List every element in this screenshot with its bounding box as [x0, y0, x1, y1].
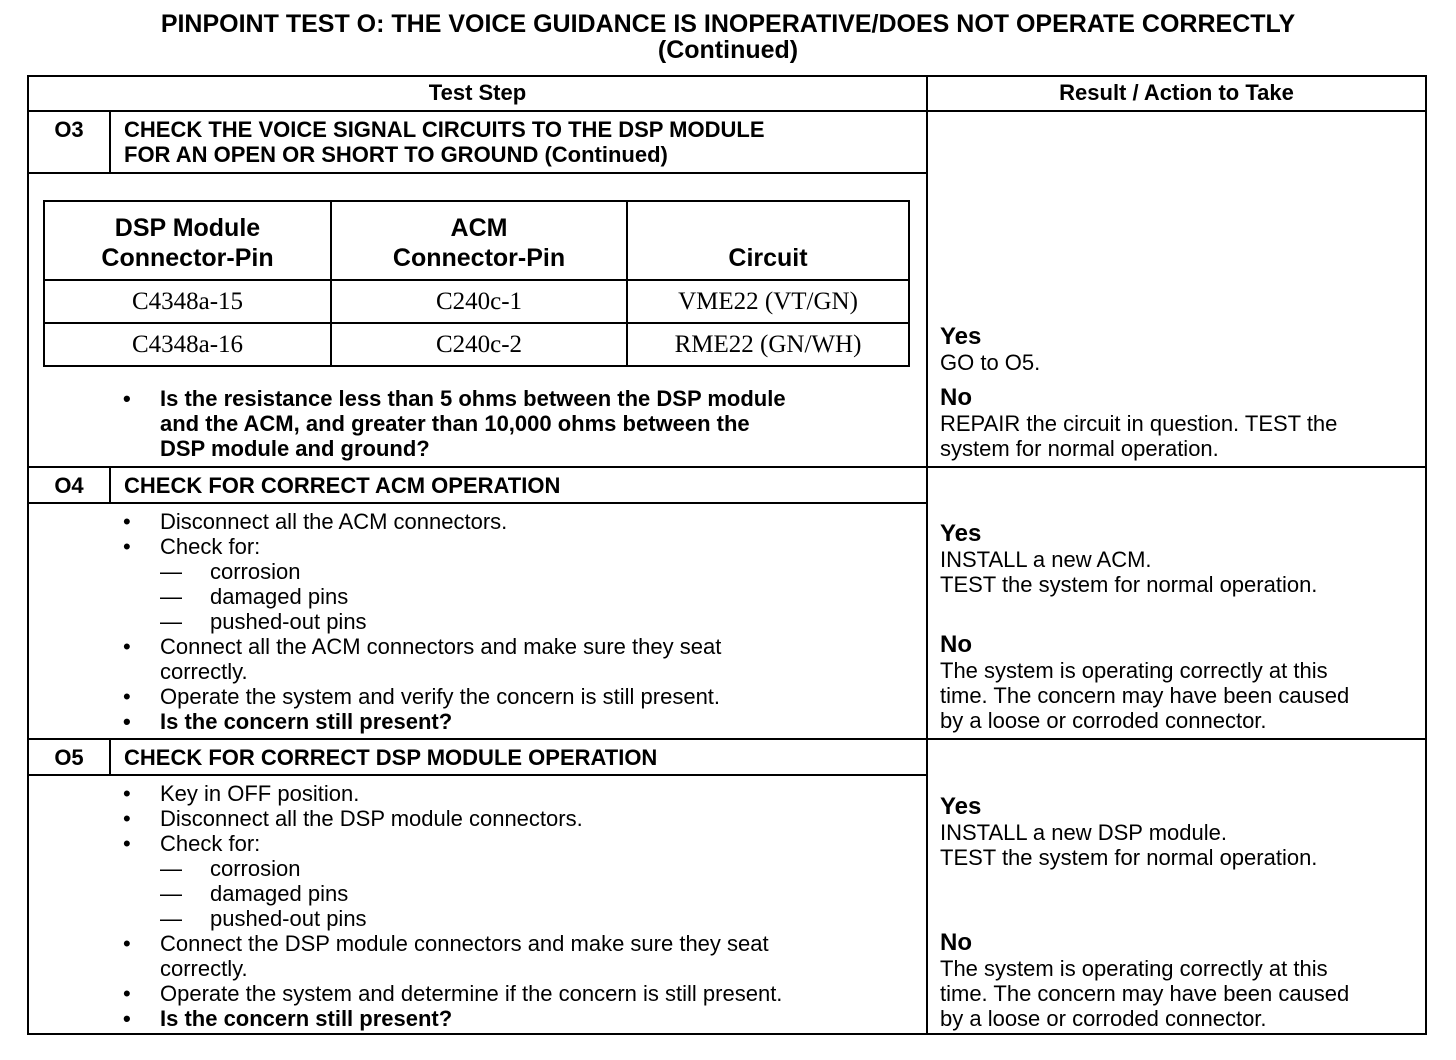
no-action-line1: The system is operating correctly at this — [940, 956, 1328, 981]
pin-table-header-dsp-line2: Connector-Pin — [101, 244, 274, 272]
table-row — [44, 323, 909, 366]
list-item: • Connect all the ACM connectors and make sure they seat — [120, 634, 721, 659]
yes-action: GO to O5. — [940, 350, 1041, 375]
list-item-continued: correctly. — [160, 956, 248, 981]
list-item: • Disconnect all the DSP module connectors. — [120, 806, 782, 831]
pin-table — [43, 200, 910, 367]
pin-table-header-acm-line2: Connector-Pin — [392, 244, 566, 272]
no-label: No — [940, 929, 972, 956]
pin-table-header-circuit: Circuit — [627, 201, 909, 280]
o3-title-divider — [27, 172, 927, 174]
step-id-o5: O5 — [54, 745, 84, 770]
list-item: • Is the concern still present? — [120, 1006, 782, 1031]
table-cell: RME22 (GN/WH) — [627, 323, 909, 366]
list-item-continued: DSP module and ground? — [160, 436, 430, 461]
no-action-line2: time. The concern may have been caused — [940, 683, 1350, 708]
list-subitem: — corrosion — [120, 856, 782, 881]
list-item: • Connect the DSP module connectors and make sure they seat — [120, 931, 782, 956]
yes-action-line1: INSTALL a new ACM. — [940, 547, 1152, 572]
table-cell: C240c-1 — [331, 280, 627, 323]
o5-step-list — [120, 781, 782, 1031]
no-label: No — [940, 384, 972, 411]
list-item: • Disconnect all the ACM connectors. — [120, 509, 721, 534]
yes-label: Yes — [940, 793, 982, 820]
header-test-step: Test Step — [428, 80, 527, 105]
yes-action-line2: TEST the system for normal operation. — [940, 572, 1318, 597]
o5-result — [940, 793, 1420, 1031]
o4-title-divider — [27, 502, 927, 504]
no-action-line1: The system is operating correctly at this — [940, 658, 1328, 683]
page-subtitle: (Continued) — [657, 36, 799, 64]
header-divider — [27, 110, 1427, 112]
o4-step-list — [120, 509, 721, 734]
list-item-continued: correctly. — [160, 659, 248, 684]
step-divider-o5 — [27, 738, 1427, 740]
list-subitem: — corrosion — [120, 559, 721, 584]
list-item-continued: and the ACM, and greater than 10,000 ohms between the — [160, 411, 750, 436]
step-id-o3: O3 — [54, 117, 84, 142]
yes-label: Yes — [940, 520, 982, 547]
list-item: • Is the concern still present? — [120, 709, 721, 734]
table-cell: C240c-2 — [331, 323, 627, 366]
no-label: No — [940, 631, 972, 658]
step-title-o3-line2: FOR AN OPEN OR SHORT TO GROUND (Continued) — [124, 142, 668, 167]
pin-table-header-dsp-line1: DSP Module — [114, 214, 261, 242]
header-result: Result / Action to Take — [1059, 80, 1294, 105]
table-row — [44, 280, 909, 323]
list-subitem: — pushed-out pins — [120, 609, 721, 634]
table-cell: C4348a-15 — [44, 280, 331, 323]
table-cell: C4348a-16 — [44, 323, 331, 366]
o4-id-divider — [109, 467, 111, 503]
o3-question-list — [120, 386, 786, 461]
no-action-line3: by a loose or corroded connector. — [940, 1006, 1267, 1031]
list-item: • Check for: — [120, 534, 721, 559]
step-id-o4: O4 — [54, 473, 84, 498]
pin-table-header-dsp — [44, 201, 331, 280]
table-cell: VME22 (VT/GN) — [627, 280, 909, 323]
o5-id-divider — [109, 739, 111, 775]
list-item: • Check for: — [120, 831, 782, 856]
pin-table-header-acm — [331, 201, 627, 280]
o3-id-divider — [109, 111, 111, 173]
o5-title-divider — [27, 774, 927, 776]
step-title-o4: CHECK FOR CORRECT ACM OPERATION — [124, 473, 561, 498]
list-item: • Operate the system and verify the concern is still present. — [120, 684, 721, 709]
list-item: • Operate the system and determine if the concern is still present. — [120, 981, 782, 1006]
o4-result — [940, 520, 1420, 733]
step-title-o3-line1: CHECK THE VOICE SIGNAL CIRCUITS TO THE DSP MODULE — [124, 117, 765, 142]
step-divider-o4 — [27, 466, 1427, 468]
no-action-line2: time. The concern may have been caused — [940, 981, 1350, 1006]
step-title-o5: CHECK FOR CORRECT DSP MODULE OPERATION — [124, 745, 658, 770]
list-subitem: — damaged pins — [120, 881, 782, 906]
list-item: • Key in OFF position. — [120, 781, 782, 806]
yes-action-line2: TEST the system for normal operation. — [940, 845, 1318, 870]
yes-action-line1: INSTALL a new DSP module. — [940, 820, 1227, 845]
no-action-line3: by a loose or corroded connector. — [940, 708, 1267, 733]
yes-label: Yes — [940, 323, 982, 350]
no-action-line2: system for normal operation. — [940, 436, 1219, 461]
list-subitem: — damaged pins — [120, 584, 721, 609]
no-action-line1: REPAIR the circuit in question. TEST the — [940, 411, 1338, 436]
list-item: • Is the resistance less than 5 ohms between the DSP module — [120, 386, 786, 411]
column-divider — [926, 75, 928, 1035]
pin-table-header-acm-line1: ACM — [450, 214, 508, 242]
list-subitem: — pushed-out pins — [120, 906, 782, 931]
o3-result — [940, 323, 1420, 461]
page-title: PINPOINT TEST O: THE VOICE GUIDANCE IS INOPERATIVE/DOES NOT OPERATE CORRECTLY — [160, 10, 1296, 38]
